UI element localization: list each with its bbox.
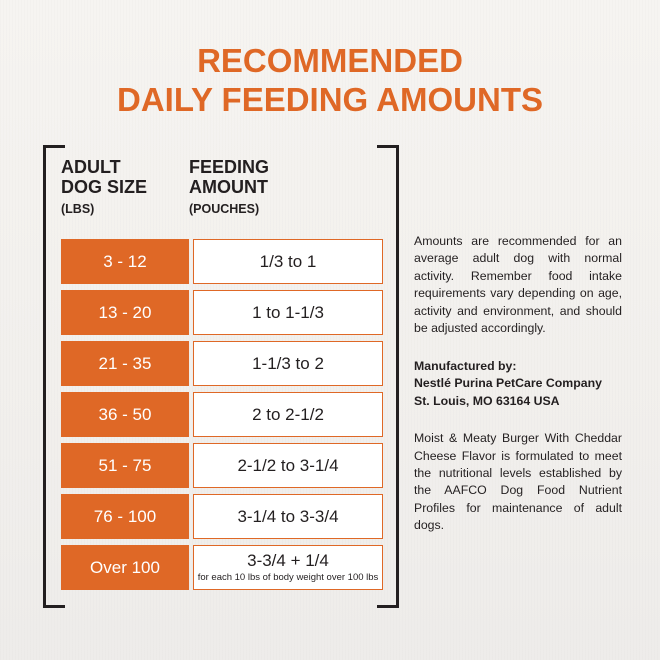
cell-feeding-amount [193,494,383,539]
cell-dog-size: 21 - 35 [61,341,189,386]
cell-amount-main: 3-1/4 to 3-3/4 [237,506,339,526]
cell-amount-main: 3-3/4 + 1/4 [247,551,329,571]
bracket-bottom-right [377,605,399,608]
bracket-left-edge [43,145,46,608]
cell-dog-size: 3 - 12 [61,239,189,284]
cell-amount-main: 2 to 2-1/2 [252,404,324,424]
feeding-amount-title-line1: FEEDING [189,157,270,177]
side-information [414,233,622,535]
table-header-row [61,157,381,216]
dog-size-title-line2: DOG SIZE [61,177,148,198]
aafco-statement: Moist & Meaty Burger With Cheddar Cheese Flavor is formulated to meet the nutritional levels established by the AAFCO Dog Food Nutrient Profiles for maintenance of adult dogs. [414,431,622,533]
cell-dog-size: 76 - 100 [61,494,189,539]
manufactured-by-label: Manufactured by: [414,358,517,373]
title-line-1: RECOMMENDED [197,42,463,79]
cell-feeding-amount [193,545,383,590]
cell-feeding-amount [193,239,383,284]
cell-dog-size: Over 100 [61,545,189,590]
manufacturer-address: St. Louis, MO 63164 USA [414,393,560,408]
table-row [61,545,383,590]
bracket-bottom-left [43,605,65,608]
content-area [0,145,660,620]
feeding-table [43,145,399,608]
table-row [61,494,383,539]
page-title [0,0,660,116]
dog-size-title-line1: ADULT [61,157,121,177]
cell-feeding-amount [193,341,383,386]
cell-feeding-amount [193,290,383,335]
title-line-2: DAILY FEEDING AMOUNTS [117,81,543,118]
cell-amount-main: 2-1/2 to 3-1/4 [237,455,339,475]
bracket-right-edge [396,145,399,608]
feeding-amount-unit: (POUCHES) [189,202,260,217]
table-row [61,341,383,386]
feeding-amount-title-line2: AMOUNT [189,177,268,198]
table-header-dog-size [61,157,189,216]
cell-feeding-amount [193,443,383,488]
cell-amount-main: 1/3 to 1 [259,251,317,271]
bracket-top-left [43,145,65,148]
cell-amount-main: 1 to 1-1/3 [252,302,324,322]
feeding-guidance-text: Amounts are recommended for an average adult dog with normal activity. Remember food intake requirements vary depending on age, activity and environment, and should be adjusted accordingly. [414,234,622,336]
cell-dog-size: 36 - 50 [61,392,189,437]
cell-dog-size: 51 - 75 [61,443,189,488]
cell-amount-note: for each 10 lbs of body weight over 100 lbs [197,572,379,584]
manufacturer-name: Nestlé Purina PetCare Company [414,376,602,391]
table-row [61,392,383,437]
table-header-feeding-amount [189,157,379,216]
bracket-top-right [377,145,399,148]
table-row [61,239,383,284]
table-row [61,443,383,488]
manufacturer-block [414,358,622,410]
table-body [61,239,383,596]
dog-size-unit: (LBS) [61,202,95,217]
cell-dog-size: 13 - 20 [61,290,189,335]
table-row [61,290,383,335]
cell-feeding-amount [193,392,383,437]
cell-amount-main: 1-1/3 to 2 [252,353,324,373]
